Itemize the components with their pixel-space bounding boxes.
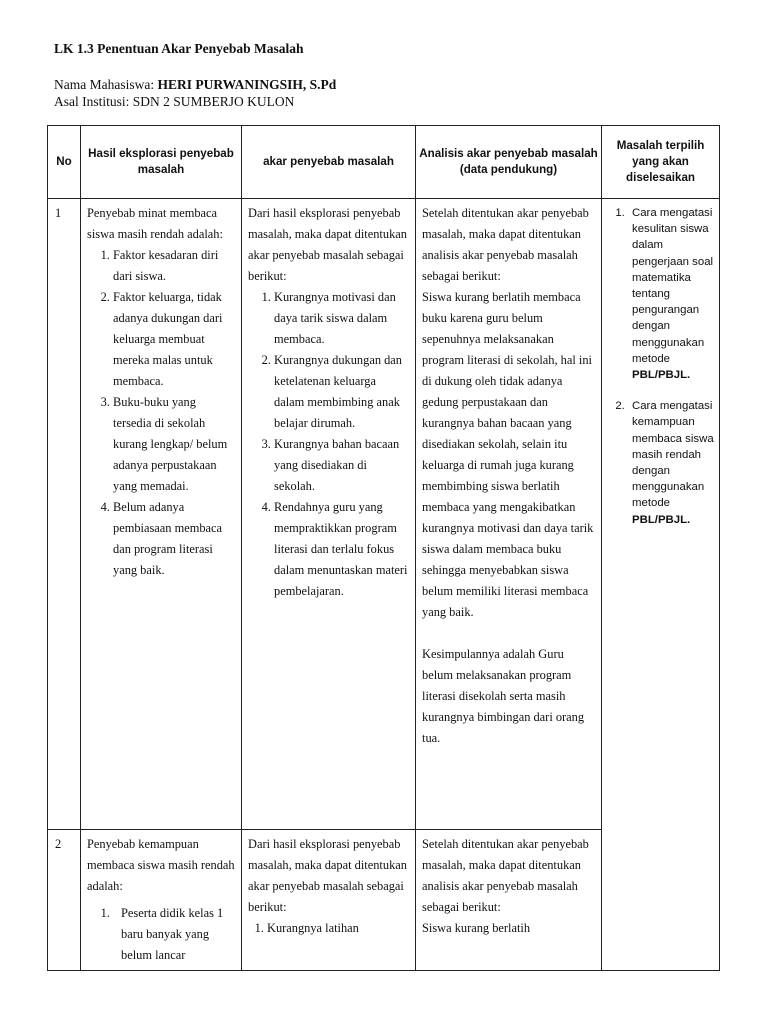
masalah-list-item	[628, 398, 720, 528]
masalah-text: Cara mengatasi kesulitan siswa dalam pengerjaan soal matematika tentang pengurangan dengan menggunakan metode	[632, 207, 714, 365]
analisis-paragraph-1: Setelah ditentukan akar penyebab masalah, maka dapat ditentukan analisis akar penyebab masalah sebagai berikut:	[422, 206, 589, 283]
student-name-line	[54, 76, 336, 93]
analisis-paragraph-2: Siswa kurang berlatih membaca buku karena guru belum sepenuhnya melaksanakan program literasi di sekolah, hal ini di dukung oleh tidak adanya gedung perpustakaan dan kurangnya bahan bacaan yang disediakan sekolah, selain itu keluarga di rumah juga kurang membimbing siswa berlatih membaca yang mengakibatkan kurangnya motivasi dan daya tarik siswa dalam membaca buku sehingga menyebabkan siswa belum memiliki literasi membaca yang baik.	[422, 290, 594, 619]
akar-list-item: 1. Kurangnya latihan	[267, 918, 409, 939]
row-number-cell	[48, 199, 81, 830]
analisis-cell	[416, 199, 602, 830]
hasil-cell	[81, 199, 242, 830]
akar-list-item: 3. Kurangnya bahan bacaan yang disediakan di sekolah.	[274, 434, 409, 497]
student-info	[54, 76, 336, 110]
masalah-list	[606, 205, 720, 528]
analisis-paragraph-2: Siswa kurang berlatih	[422, 921, 531, 935]
institution-label: Asal Institusi:	[54, 94, 130, 109]
institution-line	[54, 93, 336, 110]
analisis-conclusion: Kesimpulannya adalah Guru belum melaksanakan program literasi disekolah serta masih kurangnya bimbingan dari orang tua.	[422, 647, 585, 745]
akar-list-item: 4. Rendahnya guru yang mempraktikkan program literasi dan terlalu fokus dalam menuntaskan materi pembelajaran.	[274, 497, 409, 602]
row-number: 2	[55, 837, 62, 851]
akar-cell	[242, 830, 416, 971]
hasil-list-item: 4. Belum adanya pembiasaan membaca dan program literasi yang baik.	[113, 497, 235, 581]
masalah-cell	[602, 199, 720, 971]
hasil-list-item: 1. Peserta didik kelas 1 baru banyak yang belum lancar	[113, 903, 235, 966]
analisis-cell	[416, 830, 602, 971]
student-name-label: Nama Mahasiswa:	[54, 77, 155, 92]
akar-intro: Dari hasil eksplorasi penyebab masalah, maka dapat ditentukan akar penyebab masalah sebagai berikut:	[248, 206, 407, 283]
masalah-method: PBL/PBJL.	[632, 369, 691, 382]
masalah-list-item	[628, 205, 720, 383]
hasil-intro: Penyebab kemampuan membaca siswa masih rendah adalah:	[87, 837, 235, 893]
column-header-akar: akar penyebab masalah	[242, 126, 416, 199]
student-name-value: HERI PURWANINGSIH, S.Pd	[157, 77, 337, 92]
analisis-paragraph-1: Setelah ditentukan akar penyebab masalah, maka dapat ditentukan analisis akar penyebab masalah sebagai berikut:	[422, 837, 589, 914]
row-number: 1	[55, 206, 62, 220]
hasil-cell	[81, 830, 242, 971]
document-title: LK 1.3 Penentuan Akar Penyebab Masalah	[54, 41, 304, 56]
hasil-list	[87, 245, 235, 581]
hasil-list-item: 1. Faktor kesadaran diri dari siswa.	[113, 245, 235, 287]
institution-value: SDN 2 SUMBERJO KULON	[132, 94, 295, 109]
column-header-masalah: Masalah terpilih yang akan diselesaikan	[602, 126, 720, 199]
table-header-row	[48, 126, 720, 199]
hasil-list-item: 3. Buku-buku yang tersedia di sekolah kurang lengkap/ belum adanya perpustakaan yang memadai.	[113, 392, 235, 497]
column-header-hasil: Hasil eksplorasi penyebab masalah	[81, 126, 242, 199]
masalah-method: PBL/PBJL.	[632, 513, 691, 526]
hasil-list-item: 2. Faktor keluarga, tidak adanya dukungan dari keluarga membuat mereka malas untuk membaca.	[113, 287, 235, 392]
root-cause-table	[47, 125, 720, 971]
akar-cell	[242, 199, 416, 830]
masalah-text: Cara mengatasi kemampuan membaca siswa masih rendah dengan menggunakan metode	[632, 400, 714, 510]
table-row	[48, 199, 720, 830]
hasil-list	[87, 903, 235, 966]
hasil-intro: Penyebab minat membaca siswa masih rendah adalah:	[87, 206, 223, 241]
akar-list	[248, 287, 409, 602]
akar-intro: Dari hasil eksplorasi penyebab masalah, maka dapat ditentukan akar penyebab masalah sebagai berikut:	[248, 837, 407, 914]
akar-list	[248, 918, 409, 939]
akar-list-item: 1. Kurangnya motivasi dan daya tarik siswa dalam membaca.	[274, 287, 409, 350]
akar-list-item: 2. Kurangnya dukungan dan ketelatenan keluarga dalam membimbing anak belajar dirumah.	[274, 350, 409, 434]
column-header-no: No	[48, 126, 81, 199]
column-header-analisis: Analisis akar penyebab masalah (data pendukung)	[416, 126, 602, 199]
row-number-cell	[48, 830, 81, 971]
